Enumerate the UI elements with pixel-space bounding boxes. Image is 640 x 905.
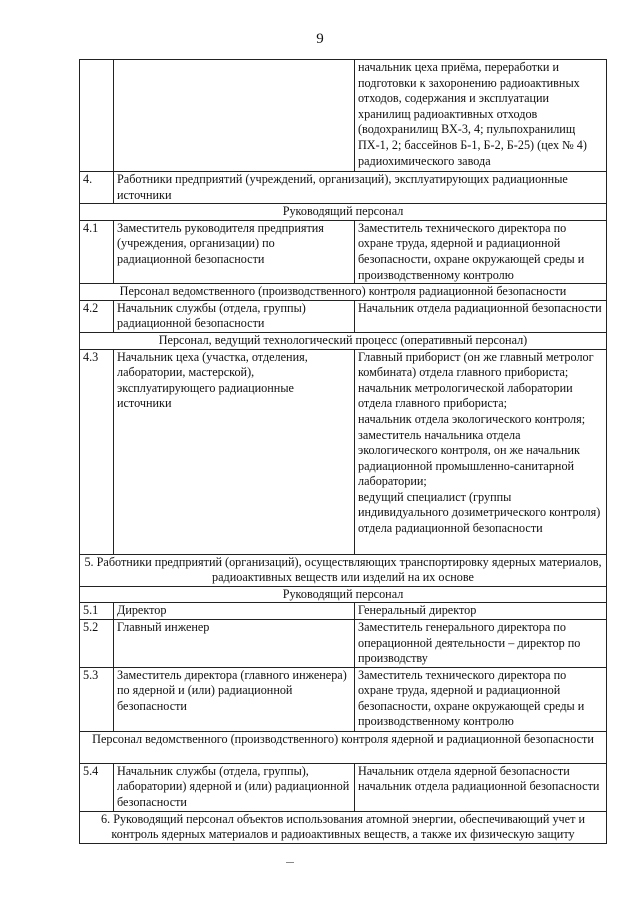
table-row: [80, 349, 607, 554]
row-number-cell: 4.3: [80, 349, 114, 554]
group-header-cell: 5. Работники предприятий (организаций), осуществляющих транспортировку ядерных материалов, радиоактивных веществ или изделий на их основе: [80, 554, 607, 586]
position-cell: Начальник цеха (участка, отделения, лаборатории, мастерской), эксплуатирующего радиационные источники: [114, 349, 355, 554]
table-row: [80, 667, 607, 731]
positions-table: [79, 59, 607, 844]
section-row: [80, 172, 607, 204]
assigned-position-cell: Начальник отдела радиационной безопасности: [355, 300, 607, 332]
group-header-row: [80, 811, 607, 843]
table-row: [80, 220, 607, 283]
position-cell: [114, 60, 355, 172]
table-row: [80, 619, 607, 667]
row-number-cell: 4.: [80, 172, 114, 204]
page-number: 9: [316, 31, 324, 47]
position-cell: Главный инженер: [114, 619, 355, 667]
group-header-cell: 6. Руководящий персонал объектов использования атомной энергии, обеспечивающий учет и контроль ядерных материалов и радиоактивных веществ, а также их физическую защиту: [80, 811, 607, 843]
group-header-row: [80, 554, 607, 586]
position-cell: Начальник службы (отдела, группы), лаборатории) ядерной и (или) радиационной безопасности: [114, 763, 355, 811]
row-number-cell: 4.2: [80, 300, 114, 332]
group-header-row: [80, 332, 607, 349]
row-number-cell: 5.1: [80, 603, 114, 620]
position-cell: Заместитель руководителя предприятия (учреждения, организации) по радиационной безопасности: [114, 220, 355, 283]
table-row: [80, 300, 607, 332]
position-cell: Директор: [114, 603, 355, 620]
positions-table-body: [80, 60, 607, 844]
scan-mark: [286, 862, 294, 863]
group-header-row: [80, 731, 607, 763]
group-header-row: [80, 586, 607, 603]
table-row: [80, 603, 607, 620]
table-row: [80, 60, 607, 172]
assigned-position-cell: Заместитель технического директора по охране труда, ядерной и радиационной безопасности, охране окружающей среды и производственному контролю: [355, 667, 607, 731]
section-title-cell: Работники предприятий (учреждений, организаций), эксплуатирующих радиационные источники: [114, 172, 607, 204]
group-header-cell: Руководящий персонал: [80, 586, 607, 603]
table-row: [80, 763, 607, 811]
group-header-row: [80, 204, 607, 221]
group-header-row: [80, 284, 607, 301]
assigned-position-cell: Заместитель генерального директора по операционной деятельности – директор по производству: [355, 619, 607, 667]
position-cell: Начальник службы (отдела, группы) радиационной безопасности: [114, 300, 355, 332]
assigned-position-cell: Начальник отдела ядерной безопасности начальник отдела радиационной безопасности: [355, 763, 607, 811]
position-cell: Заместитель директора (главного инженера) по ядерной и (или) радиационной безопасности: [114, 667, 355, 731]
group-header-cell: Персонал, ведущий технологический процесс (оперативный персонал): [80, 332, 607, 349]
group-header-cell: Персонал ведомственного (производственного) контроля радиационной безопасности: [80, 284, 607, 301]
row-number-cell: [80, 60, 114, 172]
row-number-cell: 5.3: [80, 667, 114, 731]
row-number-cell: 5.4: [80, 763, 114, 811]
group-header-cell: Персонал ведомственного (производственного) контроля ядерной и радиационной безопасности: [80, 731, 607, 763]
assigned-position-cell: начальник цеха приёма, переработки и подготовки к захоронению радиоактивных отходов, содержания и эксплуатации хранилищ радиоактивных отходов (водохранилищ ВХ-3, 4; пульпохранилищ ПХ-1, 2; бассейнов Б-1, Б-2, Б-25) (цех № 4) радиохимического завода: [355, 60, 607, 172]
row-number-cell: 4.1: [80, 220, 114, 283]
assigned-position-cell: Главный приборист (он же главный метролог комбината) отдела главного прибориста; начальник метрологической лаборатории отдела главного прибориста; начальник отдела экологического контроля; заместитель начальника отдела экологического контроля, он же начальник радиационной промышленно-санитарной лаборатории; ведущий специалист (группы индивидуального дозиметрического контроля) отдела радиационной безопасности: [355, 349, 607, 554]
group-header-cell: Руководящий персонал: [80, 204, 607, 221]
assigned-position-cell: Заместитель технического директора по охране труда, ядерной и радиационной безопасности, охране окружающей среды и производственному контролю: [355, 220, 607, 283]
row-number-cell: 5.2: [80, 619, 114, 667]
assigned-position-cell: Генеральный директор: [355, 603, 607, 620]
